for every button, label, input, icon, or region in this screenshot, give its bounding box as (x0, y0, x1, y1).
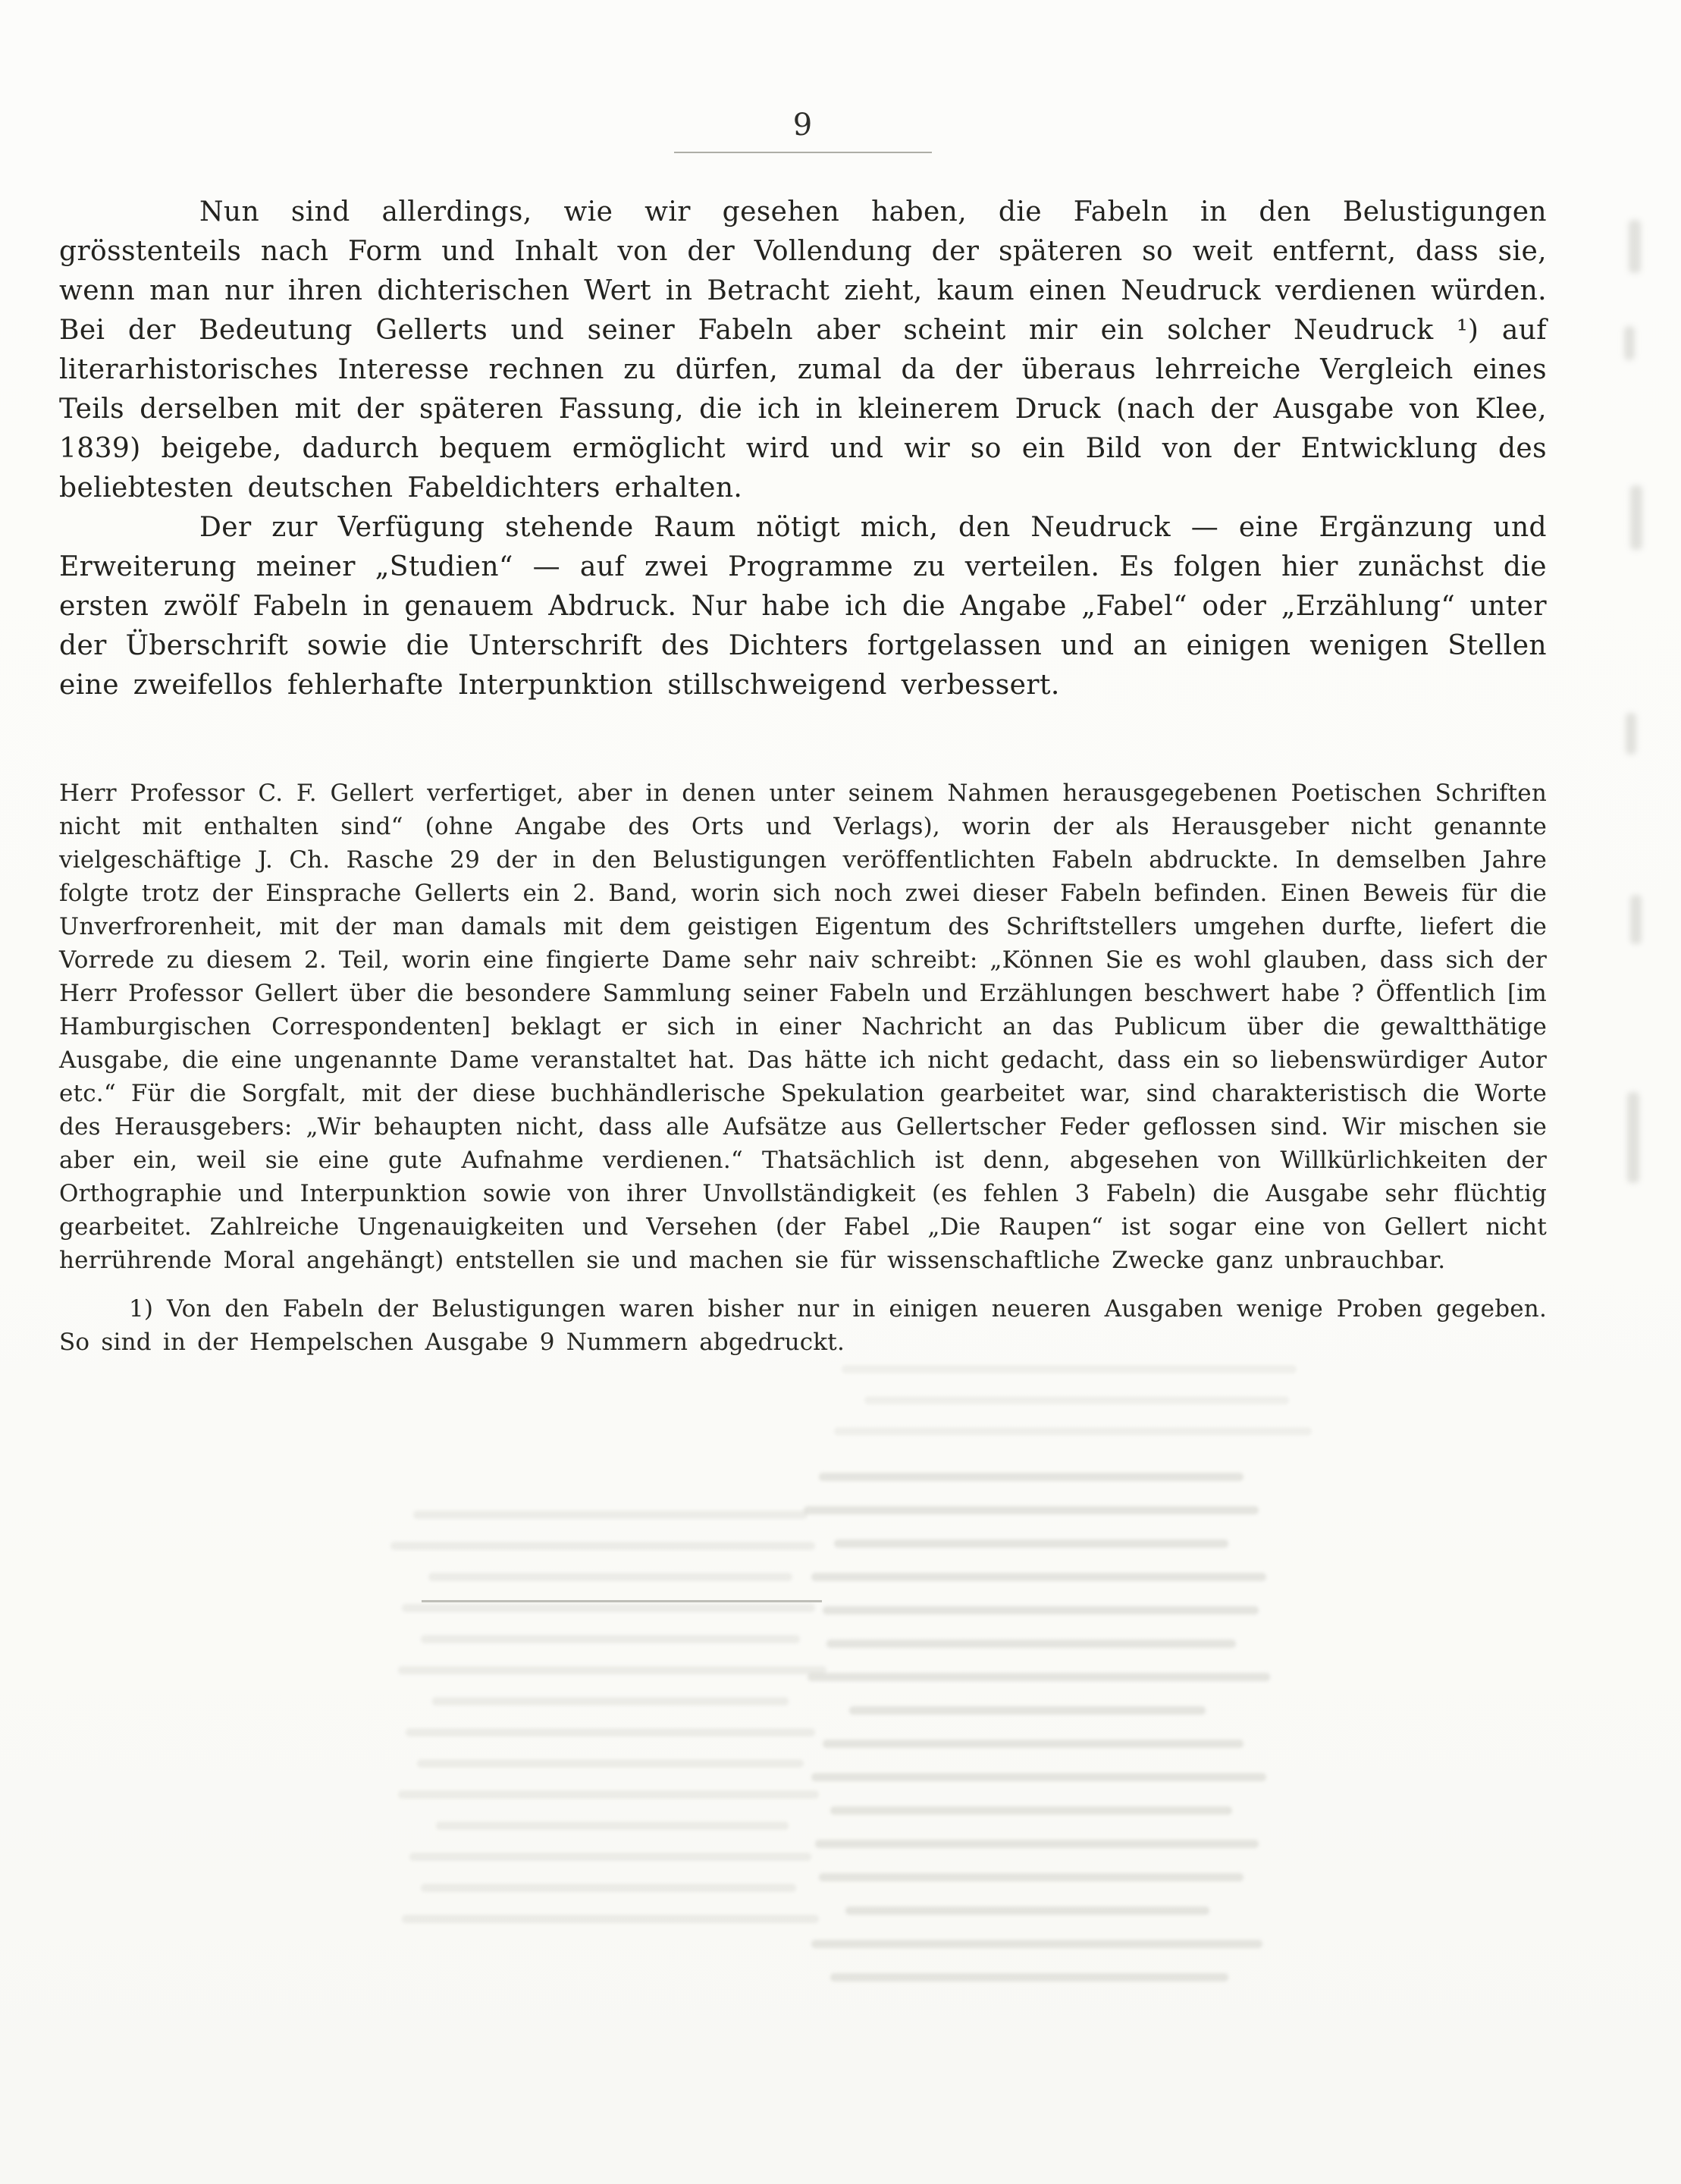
page-number-rule (674, 152, 932, 153)
paragraph-2: Der zur Verfügung stehende Raum nötigt mich, den Neudruck — eine Ergänzung und Erweiterung meiner „Studien“ — auf zwei Programme zu verteilen. Es folgen hier zunächst die ersten zwölf Fabeln in genauem Abdruck. Nur habe ich die Angabe „Fabel“ oder „Erzählung“ unter der Überschrift sowie die Unterschrift des Dichters fortgelassen und an einigen wenigen Stellen eine zweifellos fehlerhafte Interpunktion stillschweigend verbessert. (59, 512, 1547, 701)
main-text-block (59, 193, 1547, 705)
footnote-block (59, 777, 1547, 1359)
bleedthrough-ghost-text (834, 1365, 1350, 1458)
page-number: 9 (792, 108, 814, 143)
scan-smudge (1630, 895, 1642, 944)
scan-smudge (1624, 326, 1635, 360)
scan-smudge (1626, 713, 1636, 755)
scan-smudge (1629, 220, 1641, 273)
bleedthrough-ghost-text (804, 1473, 1319, 2007)
footnote-continuation: Herr Professor C. F. Gellert verfertiget, aber in denen unter seinem Nahmen herausgegebenen Poetischen Schriften nicht mit enthalten sind“ (ohne Angabe des Orts und Verlags), worin der als Herausgeber nicht genannte vielgeschäftige J. Ch. Rasche 29 der in den Belustigungen veröffentlichten Fabeln abdruckte. In demselben Jahre folgte trotz der Einsprache Gellerts ein 2. Band, worin sich noch zwei dieser Fabeln befinden. Einen Beweis für die Unverfrorenheit, mit der man damals mit dem geistigen Eigentum des Schriftstellers umgehen durfte, liefert die Vorrede zu diesem 2. Teil, worin eine fingierte Dame sehr naiv schreibt: „Können Sie es wohl glauben, dass sich der Herr Professor Gellert über die besondere Sammlung seiner Fabeln und Erzählungen beschwert habe ? Öffentlich [im Hamburgischen Correspondenten] beklagt er sich in einer Nachricht an das Publicum über die gewaltthätige Ausgabe, die eine ungenannte Dame veranstaltet hat. Das hätte ich nicht gedacht, dass ein so liebenswürdiger Autor etc.“ Für die Sorgfalt, mit der diese buchhändlerische Spekulation gearbeitet war, sind charakteristisch die Worte des Herausgebers: „Wir behaupten nicht, dass alle Aufsätze aus Gellertscher Feder geflossen sind. Wir mischen sie aber ein, weil sie eine gute Aufnahme verdienen.“ Thatsächlich ist denn, abgesehen von Willkürlichkeiten der Orthographie und Interpunktion sowie von ihrer Unvollständigkeit (es fehlen 3 Fabeln) die Ausgabe sehr flüchtig gearbeitet. Zahlreiche Ungenauigkeiten und Versehen (der Fabel „Die Raupen“ ist sogar eine von Gellert nicht herrührende Moral angehängt) entstellen sie und machen sie für wissenschaftliche Zwecke ganz unbrauchbar. (59, 780, 1547, 1274)
paragraph-1: Nun sind allerdings, wie wir gesehen haben, die Fabeln in den Belustigungen grösstenteils nach Form und Inhalt von der Vollendung der späteren so weit entfernt, dass sie, wenn man nur ihren dichterischen Wert in Betracht zieht, kaum einen Neudruck verdienen würden. Bei der Bedeutung Gellerts und seiner Fabeln aber scheint mir ein solcher Neudruck ¹) auf literarhistorisches Interesse rechnen zu dürfen, zumal da der überaus lehrreiche Vergleich eines Teils derselben mit der späteren Fassung, die ich in kleinerem Druck (nach der Ausgabe von Klee, 1839) beigebe, dadurch bequem ermöglicht wird und wir so ein Bild von der Entwicklung des beliebtesten deutschen Fabeldichters erhalten. (59, 196, 1547, 504)
scan-smudge (1627, 1092, 1639, 1183)
scan-smudge (1630, 485, 1642, 550)
page-header (59, 108, 1547, 153)
bleedthrough-ghost-text (390, 1511, 845, 1946)
footnote-1: 1) Von den Fabeln der Belustigungen waren bisher nur in einigen neueren Ausgaben wenige Proben gegeben. So sind in der Hempelschen Ausgabe 9 Nummern abgedruckt. (59, 1295, 1547, 1356)
